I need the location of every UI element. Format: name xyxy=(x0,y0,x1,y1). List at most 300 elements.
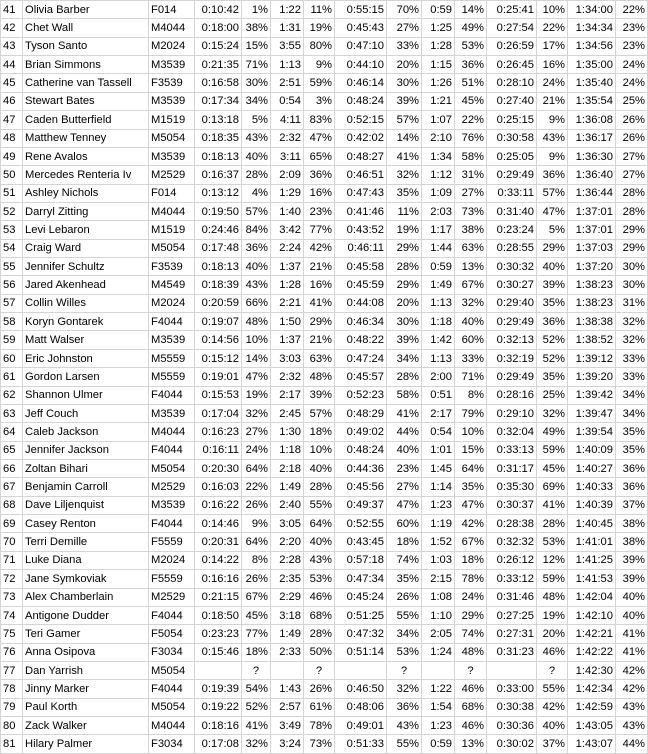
time3-cell[interactable]: 0:47:43 xyxy=(335,184,387,202)
time5-cell[interactable]: 0:29:49 xyxy=(487,368,537,386)
time1-cell[interactable]: 0:24:46 xyxy=(195,221,242,239)
pct4-cell[interactable]: 76% xyxy=(455,129,487,147)
total-time-cell[interactable]: 1:41:53 xyxy=(568,570,616,588)
category-cell[interactable]: F014 xyxy=(149,184,195,202)
time2-cell[interactable]: 2:35 xyxy=(271,570,304,588)
pct4-cell[interactable]: 27% xyxy=(455,184,487,202)
pct2-cell[interactable]: 43% xyxy=(304,551,335,569)
category-cell[interactable]: M5054 xyxy=(149,239,195,257)
category-cell[interactable]: M4044 xyxy=(149,717,195,735)
time3-cell[interactable]: 0:48:06 xyxy=(335,698,387,716)
pct2-cell[interactable]: 42% xyxy=(304,239,335,257)
pct2-cell[interactable]: 64% xyxy=(304,515,335,533)
time2-cell[interactable]: 2:17 xyxy=(271,386,304,404)
category-cell[interactable]: M5559 xyxy=(149,368,195,386)
pct3-cell[interactable]: 19% xyxy=(387,221,422,239)
category-cell[interactable]: M5054 xyxy=(149,459,195,477)
total-time-cell[interactable]: 1:40:09 xyxy=(568,441,616,459)
time2-cell[interactable]: 1:28 xyxy=(271,276,304,294)
pct2-cell[interactable]: 21% xyxy=(304,258,335,276)
time4-cell[interactable]: 0:51 xyxy=(422,386,455,404)
total-pct-cell[interactable]: 35% xyxy=(616,423,648,441)
time1-cell[interactable]: 0:15:53 xyxy=(195,386,242,404)
pct4-cell[interactable]: 58% xyxy=(455,147,487,165)
time3-cell[interactable]: 0:46:14 xyxy=(335,74,387,92)
time1-cell[interactable]: 0:18:13 xyxy=(195,147,242,165)
pct2-cell[interactable]: 53% xyxy=(304,570,335,588)
time5-cell[interactable]: 0:30:37 xyxy=(487,496,537,514)
time2-cell[interactable]: 0:54 xyxy=(271,92,304,110)
time4-cell[interactable]: 1:54 xyxy=(422,698,455,716)
place-cell[interactable]: 65 xyxy=(1,441,23,459)
total-pct-cell[interactable]: 42% xyxy=(616,680,648,698)
pct3-cell[interactable]: 18% xyxy=(387,533,422,551)
category-cell[interactable]: F5054 xyxy=(149,625,195,643)
time3-cell[interactable]: 0:45:56 xyxy=(335,478,387,496)
pct5-cell[interactable]: 12% xyxy=(537,551,568,569)
time4-cell[interactable]: 1:12 xyxy=(422,166,455,184)
time2-cell[interactable]: 2:32 xyxy=(271,129,304,147)
pct4-cell[interactable]: 46% xyxy=(455,717,487,735)
pct1-cell[interactable]: 22% xyxy=(242,478,271,496)
pct3-cell[interactable]: 28% xyxy=(387,258,422,276)
name-cell[interactable]: Jane Symkoviak xyxy=(23,570,149,588)
place-cell[interactable]: 73 xyxy=(1,588,23,606)
total-pct-cell[interactable]: 27% xyxy=(616,166,648,184)
pct1-cell[interactable]: 52% xyxy=(242,698,271,716)
total-time-cell[interactable]: 1:39:47 xyxy=(568,404,616,422)
pct1-cell[interactable]: 40% xyxy=(242,258,271,276)
time4-cell[interactable]: 1:03 xyxy=(422,551,455,569)
time5-cell[interactable]: 0:33:11 xyxy=(487,184,537,202)
time4-cell[interactable]: 1:52 xyxy=(422,533,455,551)
category-cell[interactable]: M5559 xyxy=(149,349,195,367)
time3-cell[interactable]: 0:55:15 xyxy=(335,1,387,19)
time5-cell[interactable]: 0:29:49 xyxy=(487,166,537,184)
total-pct-cell[interactable]: 23% xyxy=(616,19,648,37)
pct2-cell[interactable]: 40% xyxy=(304,533,335,551)
pct5-cell[interactable]: 55% xyxy=(537,680,568,698)
total-pct-cell[interactable]: 22% xyxy=(616,1,648,19)
time4-cell[interactable]: 1:49 xyxy=(422,276,455,294)
time1-cell[interactable]: 0:18:39 xyxy=(195,276,242,294)
time2-cell[interactable]: 2:28 xyxy=(271,551,304,569)
total-time-cell[interactable]: 1:42:59 xyxy=(568,698,616,716)
time3-cell[interactable]: 0:48:29 xyxy=(335,404,387,422)
pct1-cell[interactable]: 77% xyxy=(242,625,271,643)
pct4-cell[interactable]: 36% xyxy=(455,56,487,74)
total-time-cell[interactable]: 1:36:08 xyxy=(568,111,616,129)
pct5-cell[interactable]: 19% xyxy=(537,606,568,624)
pct3-cell[interactable]: 30% xyxy=(387,74,422,92)
pct3-cell[interactable]: 33% xyxy=(387,37,422,55)
place-cell[interactable]: 52 xyxy=(1,202,23,220)
category-cell[interactable]: F5559 xyxy=(149,533,195,551)
place-cell[interactable]: 54 xyxy=(1,239,23,257)
total-pct-cell[interactable]: 34% xyxy=(616,386,648,404)
pct4-cell[interactable]: 32% xyxy=(455,294,487,312)
time3-cell[interactable]: 0:44:10 xyxy=(335,56,387,74)
total-time-cell[interactable]: 1:42:34 xyxy=(568,680,616,698)
name-cell[interactable]: Ashley Nichols xyxy=(23,184,149,202)
time4-cell[interactable]: 1:44 xyxy=(422,239,455,257)
time5-cell[interactable]: 0:33:13 xyxy=(487,441,537,459)
place-cell[interactable]: 53 xyxy=(1,221,23,239)
name-cell[interactable]: Koryn Gontarek xyxy=(23,313,149,331)
pct5-cell[interactable]: 21% xyxy=(537,92,568,110)
name-cell[interactable]: Terri Demille xyxy=(23,533,149,551)
pct4-cell[interactable]: 22% xyxy=(455,111,487,129)
time2-cell[interactable]: 2:33 xyxy=(271,643,304,661)
time1-cell[interactable]: 0:14:22 xyxy=(195,551,242,569)
name-cell[interactable]: Dan Yarrish xyxy=(23,661,149,679)
time5-cell[interactable]: 0:27:31 xyxy=(487,625,537,643)
pct3-cell[interactable]: 39% xyxy=(387,331,422,349)
pct1-cell[interactable]: 9% xyxy=(242,515,271,533)
pct2-cell[interactable]: 16% xyxy=(304,276,335,294)
total-pct-cell[interactable]: 44% xyxy=(616,735,648,753)
pct1-cell[interactable]: 67% xyxy=(242,588,271,606)
pct4-cell[interactable]: 63% xyxy=(455,239,487,257)
time4-cell[interactable]: 2:10 xyxy=(422,129,455,147)
pct1-cell[interactable]: 41% xyxy=(242,717,271,735)
pct1-cell[interactable]: ? xyxy=(242,661,271,679)
pct1-cell[interactable]: 1% xyxy=(242,1,271,19)
time2-cell[interactable]: 2:32 xyxy=(271,368,304,386)
pct1-cell[interactable]: 54% xyxy=(242,680,271,698)
time3-cell[interactable]: 0:48:24 xyxy=(335,92,387,110)
category-cell[interactable]: M5054 xyxy=(149,661,195,679)
pct2-cell[interactable]: 39% xyxy=(304,386,335,404)
time2-cell[interactable]: 2:29 xyxy=(271,588,304,606)
time2-cell[interactable]: 2:45 xyxy=(271,404,304,422)
pct3-cell[interactable]: 70% xyxy=(387,1,422,19)
category-cell[interactable]: F5559 xyxy=(149,570,195,588)
name-cell[interactable]: Olivia Barber xyxy=(23,1,149,19)
pct5-cell[interactable]: 48% xyxy=(537,588,568,606)
pct3-cell[interactable]: 43% xyxy=(387,717,422,735)
place-cell[interactable]: 63 xyxy=(1,404,23,422)
pct4-cell[interactable]: 78% xyxy=(455,570,487,588)
name-cell[interactable]: Catherine van Tassell xyxy=(23,74,149,92)
category-cell[interactable]: F3034 xyxy=(149,643,195,661)
pct5-cell[interactable]: 37% xyxy=(537,735,568,753)
pct3-cell[interactable]: 58% xyxy=(387,386,422,404)
pct2-cell[interactable]: 3% xyxy=(304,92,335,110)
time3-cell[interactable]: 0:48:24 xyxy=(335,441,387,459)
total-pct-cell[interactable]: 28% xyxy=(616,184,648,202)
time3-cell[interactable]: 0:45:43 xyxy=(335,19,387,37)
pct3-cell[interactable]: 53% xyxy=(387,643,422,661)
time5-cell[interactable]: 0:30:27 xyxy=(487,276,537,294)
time5-cell[interactable]: 0:23:24 xyxy=(487,221,537,239)
name-cell[interactable]: Zack Walker xyxy=(23,717,149,735)
name-cell[interactable]: Brian Simmons xyxy=(23,56,149,74)
pct4-cell[interactable]: 10% xyxy=(455,423,487,441)
pct3-cell[interactable]: 28% xyxy=(387,368,422,386)
time1-cell[interactable]: 0:15:46 xyxy=(195,643,242,661)
pct5-cell[interactable]: 36% xyxy=(537,313,568,331)
pct3-cell[interactable]: 41% xyxy=(387,147,422,165)
pct2-cell[interactable]: 77% xyxy=(304,221,335,239)
time2-cell[interactable]: 2:09 xyxy=(271,166,304,184)
pct1-cell[interactable]: 30% xyxy=(242,74,271,92)
pct1-cell[interactable]: 47% xyxy=(242,368,271,386)
time2-cell[interactable]: 1:37 xyxy=(271,331,304,349)
name-cell[interactable]: Dave Liljenquist xyxy=(23,496,149,514)
category-cell[interactable]: F4044 xyxy=(149,606,195,624)
time3-cell[interactable]: 0:44:08 xyxy=(335,294,387,312)
time2-cell[interactable]: 1:31 xyxy=(271,19,304,37)
time4-cell[interactable]: 0:54 xyxy=(422,423,455,441)
total-pct-cell[interactable]: 38% xyxy=(616,533,648,551)
time2-cell[interactable]: 3:11 xyxy=(271,147,304,165)
pct5-cell[interactable]: 43% xyxy=(537,129,568,147)
pct5-cell[interactable]: 5% xyxy=(537,221,568,239)
time1-cell[interactable]: 0:16:16 xyxy=(195,570,242,588)
pct1-cell[interactable]: 66% xyxy=(242,294,271,312)
time2-cell[interactable]: 1:50 xyxy=(271,313,304,331)
place-cell[interactable]: 58 xyxy=(1,313,23,331)
time3-cell[interactable] xyxy=(335,661,387,679)
pct2-cell[interactable]: 29% xyxy=(304,313,335,331)
total-time-cell[interactable]: 1:40:45 xyxy=(568,515,616,533)
pct1-cell[interactable]: 84% xyxy=(242,221,271,239)
pct1-cell[interactable]: 34% xyxy=(242,92,271,110)
total-time-cell[interactable]: 1:42:04 xyxy=(568,588,616,606)
time5-cell[interactable] xyxy=(487,661,537,679)
place-cell[interactable]: 47 xyxy=(1,111,23,129)
pct2-cell[interactable]: 73% xyxy=(304,735,335,753)
time2-cell[interactable]: 1:40 xyxy=(271,202,304,220)
pct1-cell[interactable]: 45% xyxy=(242,606,271,624)
total-pct-cell[interactable]: 33% xyxy=(616,349,648,367)
time5-cell[interactable]: 0:25:15 xyxy=(487,111,537,129)
time5-cell[interactable]: 0:31:40 xyxy=(487,202,537,220)
pct5-cell[interactable]: 59% xyxy=(537,441,568,459)
time5-cell[interactable]: 0:27:54 xyxy=(487,19,537,37)
pct4-cell[interactable]: 8% xyxy=(455,386,487,404)
time1-cell[interactable] xyxy=(195,661,242,679)
time1-cell[interactable]: 0:20:59 xyxy=(195,294,242,312)
category-cell[interactable]: F4044 xyxy=(149,515,195,533)
pct5-cell[interactable]: 29% xyxy=(537,239,568,257)
time3-cell[interactable]: 0:47:10 xyxy=(335,37,387,55)
pct3-cell[interactable]: ? xyxy=(387,661,422,679)
time2-cell[interactable]: 3:49 xyxy=(271,717,304,735)
category-cell[interactable]: M5054 xyxy=(149,698,195,716)
time3-cell[interactable]: 0:45:57 xyxy=(335,368,387,386)
pct5-cell[interactable]: 28% xyxy=(537,515,568,533)
total-time-cell[interactable]: 1:35:54 xyxy=(568,92,616,110)
pct4-cell[interactable]: 48% xyxy=(455,643,487,661)
pct4-cell[interactable]: 67% xyxy=(455,533,487,551)
pct5-cell[interactable]: 35% xyxy=(537,368,568,386)
total-time-cell[interactable]: 1:38:52 xyxy=(568,331,616,349)
pct1-cell[interactable]: 15% xyxy=(242,37,271,55)
time1-cell[interactable]: 0:20:31 xyxy=(195,533,242,551)
pct4-cell[interactable]: 73% xyxy=(455,202,487,220)
pct5-cell[interactable]: 9% xyxy=(537,147,568,165)
pct5-cell[interactable]: 42% xyxy=(537,698,568,716)
pct1-cell[interactable]: 64% xyxy=(242,533,271,551)
pct2-cell[interactable]: 63% xyxy=(304,349,335,367)
name-cell[interactable]: Jinny Marker xyxy=(23,680,149,698)
time2-cell[interactable]: 2:21 xyxy=(271,294,304,312)
pct4-cell[interactable]: 15% xyxy=(455,441,487,459)
total-time-cell[interactable]: 1:39:42 xyxy=(568,386,616,404)
place-cell[interactable]: 55 xyxy=(1,258,23,276)
total-pct-cell[interactable]: 31% xyxy=(616,294,648,312)
pct4-cell[interactable]: 68% xyxy=(455,698,487,716)
total-pct-cell[interactable]: 39% xyxy=(616,570,648,588)
name-cell[interactable]: Alex Chamberlain xyxy=(23,588,149,606)
place-cell[interactable]: 59 xyxy=(1,331,23,349)
pct3-cell[interactable]: 27% xyxy=(387,478,422,496)
pct2-cell[interactable]: 68% xyxy=(304,606,335,624)
time1-cell[interactable]: 0:15:24 xyxy=(195,37,242,55)
pct5-cell[interactable]: 40% xyxy=(537,717,568,735)
pct2-cell[interactable]: 78% xyxy=(304,717,335,735)
pct2-cell[interactable]: 23% xyxy=(304,202,335,220)
time4-cell[interactable]: 2:03 xyxy=(422,202,455,220)
time4-cell[interactable]: 1:24 xyxy=(422,643,455,661)
total-pct-cell[interactable]: 32% xyxy=(616,331,648,349)
pct5-cell[interactable]: 69% xyxy=(537,478,568,496)
total-time-cell[interactable]: 1:39:54 xyxy=(568,423,616,441)
time1-cell[interactable]: 0:16:23 xyxy=(195,423,242,441)
pct4-cell[interactable]: 51% xyxy=(455,74,487,92)
time3-cell[interactable]: 0:52:55 xyxy=(335,515,387,533)
place-cell[interactable]: 71 xyxy=(1,551,23,569)
time1-cell[interactable]: 0:16:11 xyxy=(195,441,242,459)
time5-cell[interactable]: 0:33:00 xyxy=(487,680,537,698)
pct2-cell[interactable]: 18% xyxy=(304,423,335,441)
time5-cell[interactable]: 0:29:40 xyxy=(487,294,537,312)
time5-cell[interactable]: 0:30:32 xyxy=(487,258,537,276)
category-cell[interactable]: M2024 xyxy=(149,37,195,55)
name-cell[interactable]: Tyson Santo xyxy=(23,37,149,55)
total-pct-cell[interactable]: 27% xyxy=(616,147,648,165)
time1-cell[interactable]: 0:17:08 xyxy=(195,735,242,753)
total-time-cell[interactable]: 1:39:20 xyxy=(568,368,616,386)
name-cell[interactable]: Jennifer Schultz xyxy=(23,258,149,276)
place-cell[interactable]: 44 xyxy=(1,56,23,74)
time2-cell[interactable]: 2:57 xyxy=(271,698,304,716)
pct2-cell[interactable]: 59% xyxy=(304,74,335,92)
time3-cell[interactable]: 0:42:02 xyxy=(335,129,387,147)
pct3-cell[interactable]: 20% xyxy=(387,56,422,74)
time3-cell[interactable]: 0:49:01 xyxy=(335,717,387,735)
time2-cell[interactable]: 3:24 xyxy=(271,735,304,753)
place-cell[interactable]: 51 xyxy=(1,184,23,202)
pct3-cell[interactable]: 14% xyxy=(387,129,422,147)
time1-cell[interactable]: 0:18:35 xyxy=(195,129,242,147)
pct1-cell[interactable]: 26% xyxy=(242,496,271,514)
time2-cell[interactable]: 2:24 xyxy=(271,239,304,257)
name-cell[interactable]: Levi Lebaron xyxy=(23,221,149,239)
time3-cell[interactable]: 0:43:45 xyxy=(335,533,387,551)
place-cell[interactable]: 42 xyxy=(1,19,23,37)
pct5-cell[interactable]: 59% xyxy=(537,570,568,588)
name-cell[interactable]: Teri Gamer xyxy=(23,625,149,643)
time3-cell[interactable]: 0:45:24 xyxy=(335,588,387,606)
category-cell[interactable]: M3539 xyxy=(149,92,195,110)
pct4-cell[interactable]: 46% xyxy=(455,680,487,698)
pct3-cell[interactable]: 55% xyxy=(387,606,422,624)
time4-cell[interactable]: 1:42 xyxy=(422,331,455,349)
total-time-cell[interactable]: 1:41:25 xyxy=(568,551,616,569)
time2-cell[interactable]: 1:49 xyxy=(271,478,304,496)
total-pct-cell[interactable]: 40% xyxy=(616,588,648,606)
name-cell[interactable]: Jennifer Jackson xyxy=(23,441,149,459)
pct5-cell[interactable]: 10% xyxy=(537,1,568,19)
name-cell[interactable]: Jeff Couch xyxy=(23,404,149,422)
place-cell[interactable]: 60 xyxy=(1,349,23,367)
pct1-cell[interactable]: 71% xyxy=(242,56,271,74)
time4-cell[interactable]: 0:59 xyxy=(422,258,455,276)
time1-cell[interactable]: 0:17:34 xyxy=(195,92,242,110)
time5-cell[interactable]: 0:33:12 xyxy=(487,570,537,588)
time3-cell[interactable]: 0:51:33 xyxy=(335,735,387,753)
pct4-cell[interactable]: 38% xyxy=(455,221,487,239)
pct2-cell[interactable]: 47% xyxy=(304,129,335,147)
total-pct-cell[interactable]: 36% xyxy=(616,459,648,477)
time1-cell[interactable]: 0:19:50 xyxy=(195,202,242,220)
time3-cell[interactable]: 0:51:25 xyxy=(335,606,387,624)
pct3-cell[interactable]: 20% xyxy=(387,294,422,312)
name-cell[interactable]: Luke Diana xyxy=(23,551,149,569)
time2-cell[interactable]: 2:40 xyxy=(271,496,304,514)
total-time-cell[interactable]: 1:36:44 xyxy=(568,184,616,202)
time4-cell[interactable]: 1:13 xyxy=(422,294,455,312)
total-pct-cell[interactable]: 23% xyxy=(616,37,648,55)
time1-cell[interactable]: 0:19:39 xyxy=(195,680,242,698)
pct2-cell[interactable]: 19% xyxy=(304,19,335,37)
pct5-cell[interactable]: 35% xyxy=(537,294,568,312)
place-cell[interactable]: 61 xyxy=(1,368,23,386)
pct5-cell[interactable]: 22% xyxy=(537,19,568,37)
pct1-cell[interactable]: 32% xyxy=(242,735,271,753)
pct3-cell[interactable]: 47% xyxy=(387,496,422,514)
pct4-cell[interactable]: 35% xyxy=(455,478,487,496)
time4-cell[interactable]: 1:34 xyxy=(422,147,455,165)
pct1-cell[interactable]: 4% xyxy=(242,184,271,202)
name-cell[interactable]: Collin Willes xyxy=(23,294,149,312)
time1-cell[interactable]: 0:16:22 xyxy=(195,496,242,514)
pct1-cell[interactable]: 14% xyxy=(242,349,271,367)
pct1-cell[interactable]: 48% xyxy=(242,313,271,331)
name-cell[interactable]: Darryl Zitting xyxy=(23,202,149,220)
time1-cell[interactable]: 0:21:15 xyxy=(195,588,242,606)
pct2-cell[interactable]: 11% xyxy=(304,1,335,19)
place-cell[interactable]: 56 xyxy=(1,276,23,294)
pct5-cell[interactable]: 39% xyxy=(537,276,568,294)
time2-cell[interactable]: 1:29 xyxy=(271,184,304,202)
time4-cell[interactable]: 1:26 xyxy=(422,74,455,92)
pct5-cell[interactable]: 53% xyxy=(537,533,568,551)
total-pct-cell[interactable]: 41% xyxy=(616,625,648,643)
time5-cell[interactable]: 0:32:04 xyxy=(487,423,537,441)
total-time-cell[interactable]: 1:37:03 xyxy=(568,239,616,257)
time2-cell[interactable]: 3:55 xyxy=(271,37,304,55)
category-cell[interactable]: M2529 xyxy=(149,588,195,606)
time1-cell[interactable]: 0:14:46 xyxy=(195,515,242,533)
total-time-cell[interactable]: 1:36:30 xyxy=(568,147,616,165)
pct4-cell[interactable]: 67% xyxy=(455,276,487,294)
time1-cell[interactable]: 0:16:03 xyxy=(195,478,242,496)
total-time-cell[interactable]: 1:35:40 xyxy=(568,74,616,92)
